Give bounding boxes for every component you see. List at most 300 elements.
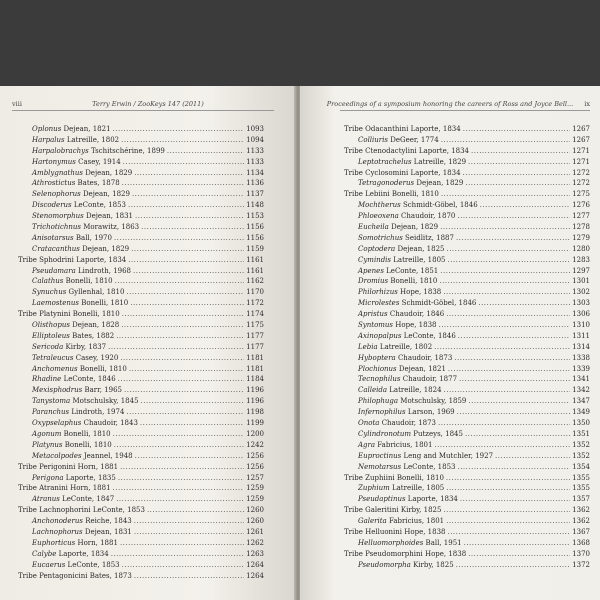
toc-genus-entry [18, 320, 264, 331]
toc-entry-title [358, 178, 463, 189]
toc-entry-author: LeConte, 1846 [63, 375, 116, 384]
toc-page-number: 1302 [572, 288, 590, 297]
toc-entry-title [358, 200, 478, 211]
toc-genus-name: Dromius [358, 277, 389, 286]
toc-entry-title [32, 276, 113, 287]
toc-page-number: 1277 [572, 212, 590, 221]
toc-genus-name: Colliuris [358, 135, 388, 144]
toc-entry-title [32, 451, 133, 462]
toc-genus-name: Pseudaptinus [358, 495, 406, 504]
toc-page-number: 1342 [572, 386, 590, 395]
toc-page-number: 1276 [572, 201, 590, 210]
toc-genus-entry [18, 353, 264, 364]
toc-entry-author: Tribe Platynini Bonelli, 1810 [18, 310, 120, 319]
toc-entry-title [18, 255, 126, 266]
toc-page-number: 1137 [246, 190, 264, 199]
toc-page-number: 1198 [246, 408, 264, 417]
toc-dot-leader [444, 385, 570, 396]
toc-genus-entry [18, 298, 264, 309]
toc-page-number: 1357 [572, 495, 590, 504]
toc-entry-title [358, 342, 432, 353]
toc-entry-title [344, 527, 445, 538]
toc-genus-name: Lachnophorus [32, 527, 83, 536]
toc-page-number: 1260 [246, 506, 264, 515]
toc-dot-leader [457, 407, 570, 418]
toc-dot-leader [128, 200, 244, 211]
toc-entry-author: Bonelli, 1810 [65, 277, 113, 286]
toc-genus-entry [344, 255, 590, 266]
toc-genus-entry [18, 538, 264, 549]
toc-page-number: 1278 [572, 223, 590, 232]
toc-dot-leader [434, 342, 570, 353]
toc-dot-leader [441, 135, 570, 146]
toc-entry-title [358, 211, 455, 222]
toc-entry-author: Dejean, 1825 [397, 244, 445, 253]
toc-dot-leader [135, 451, 244, 462]
toc-entry-author: LeConte, 1846 [403, 331, 456, 340]
toc-genus-name: Euphorticus [32, 538, 76, 547]
toc-entry-author: Tribe Ctenodactylini Laporte, 1834 [344, 146, 470, 155]
toc-genus-entry [344, 244, 590, 255]
toc-entry-author: Casey, 1920 [75, 353, 119, 362]
toc-dot-leader [448, 255, 571, 266]
toc-genus-name: Cratacanthus [32, 244, 80, 253]
toc-dot-leader [108, 342, 244, 353]
toc-entry-author: Kirby, 1825 [413, 560, 454, 569]
toc-genus-name: Oxypselaphus [32, 419, 82, 428]
toc-entry-author: Latreille, 1802 [379, 342, 433, 351]
toc-dot-leader [440, 222, 570, 233]
toc-entry-title [358, 560, 454, 571]
toc-tribe-entry [18, 309, 264, 320]
toc-page-number: 1349 [572, 408, 590, 417]
toc-dot-leader [440, 266, 570, 277]
toc-entry-author: Laporte, 1835 [65, 473, 116, 482]
toc-genus-name: Rhadine [32, 375, 62, 384]
toc-genus-entry [18, 189, 264, 200]
toc-entry-title [32, 222, 139, 233]
toc-entry-author: Tribe Sphodrini Laporte, 1834 [18, 255, 127, 264]
toc-dot-leader [446, 516, 570, 527]
toc-page-number: 1242 [246, 440, 264, 449]
toc-page-number: 1257 [246, 473, 264, 482]
toc-genus-entry [18, 200, 264, 211]
toc-genus-entry [18, 451, 264, 462]
toc-entry-author: Dejean, 1829 [85, 168, 133, 177]
toc-page-number: 1271 [572, 146, 590, 155]
toc-entry-title [32, 146, 165, 157]
toc-page-number: 1148 [246, 201, 264, 210]
toc-dot-leader [140, 418, 244, 429]
toc-page-number: 1156 [246, 233, 264, 242]
toc-entry-title [358, 374, 457, 385]
toc-tribe-entry [344, 168, 590, 179]
toc-entry-title [32, 189, 130, 200]
toc-genus-entry [344, 483, 590, 494]
toc-dot-leader [468, 549, 570, 560]
toc-dot-leader [118, 473, 244, 484]
toc-dot-leader [114, 233, 244, 244]
toc-dot-leader [463, 168, 570, 179]
toc-genus-name: Metacolpodes [32, 451, 82, 460]
toc-entry-title [358, 494, 458, 505]
toc-genus-name: Philorhizus [358, 288, 398, 297]
toc-page-number: 1350 [572, 419, 590, 428]
toc-page-number: 1314 [572, 342, 590, 351]
toc-entry-title [358, 222, 438, 233]
toc-genus-name: Tecnophilus [358, 375, 401, 384]
toc-genus-name: Calleida [358, 386, 388, 395]
toc-page-number: 1275 [572, 190, 590, 199]
toc-entry-author: Bonelli, 1810 [390, 277, 438, 286]
toc-entry-title [358, 298, 476, 309]
toc-page-number: 1175 [246, 321, 264, 330]
toc-entry-title [32, 418, 138, 429]
toc-dot-leader [457, 211, 570, 222]
toc-entry-title [32, 266, 131, 277]
toc-dot-leader [134, 168, 244, 179]
toc-genus-entry [344, 440, 590, 451]
toc-entry-author: Tribe Odacanthini Laporte, 1834 [344, 125, 461, 133]
left-header-rule [12, 110, 274, 111]
toc-entry-title [32, 494, 114, 505]
toc-genus-entry [18, 233, 264, 244]
toc-genus-entry [344, 298, 590, 309]
toc-entry-title [358, 364, 446, 375]
toc-dot-leader [465, 429, 570, 440]
toc-tribe-entry [344, 549, 590, 560]
toc-tribe-entry [18, 571, 264, 582]
toc-page-number: 1184 [246, 375, 264, 384]
toc-genus-entry [344, 374, 590, 385]
toc-genus-entry [344, 516, 590, 527]
toc-genus-entry [18, 124, 264, 135]
toc-tribe-entry [344, 527, 590, 538]
left-page-number: viii [12, 100, 22, 108]
toc-dot-leader [131, 244, 244, 255]
toc-genus-name: Athrostictus [32, 179, 76, 188]
toc-genus-name: Sericoda [32, 342, 64, 351]
toc-genus-entry [344, 309, 590, 320]
toc-dot-leader [456, 233, 570, 244]
toc-dot-leader [460, 494, 570, 505]
toc-entry-author: Tribe Pseudomorphini Hope, 1838 [344, 549, 467, 558]
toc-genus-entry [344, 396, 590, 407]
toc-dot-leader [133, 266, 244, 277]
toc-dot-leader [113, 429, 244, 440]
toc-entry-author: Dejean, 1831 [84, 527, 132, 536]
toc-page-number: 1351 [572, 429, 590, 438]
toc-entry-author: LeConte, 1853 [67, 560, 120, 569]
toc-page-number: 1367 [572, 527, 590, 536]
toc-entry-author: Lindroth, 1974 [71, 408, 125, 417]
toc-entry-title [358, 157, 466, 168]
toc-page-number: 1263 [246, 549, 264, 558]
left-toc-list [18, 124, 264, 581]
toc-entry-author: Dejean, 1828 [72, 321, 120, 330]
toc-tribe-entry [18, 462, 264, 473]
toc-genus-name: Apristus [358, 310, 388, 319]
toc-genus-entry [18, 440, 264, 451]
toc-entry-author: Chaudoir, 1846 [389, 310, 445, 319]
toc-dot-leader [167, 146, 244, 157]
toc-page-number: 1159 [246, 244, 264, 253]
toc-page-number: 1256 [246, 451, 264, 460]
toc-entry-title [358, 255, 446, 266]
toc-entry-author: Bonelli, 1810 [63, 429, 111, 438]
toc-dot-leader [439, 276, 570, 287]
toc-dot-leader [114, 440, 244, 451]
toc-entry-author: Reiche, 1843 [85, 517, 132, 526]
toc-genus-entry [344, 266, 590, 277]
toc-genus-name: Olisthopus [32, 321, 70, 330]
toc-dot-leader [113, 483, 244, 494]
toc-page-number: 1161 [246, 266, 264, 275]
toc-entry-author: Hope, 1838 [395, 321, 437, 330]
toc-page-number: 1093 [246, 125, 264, 133]
left-running-head: Terry Erwin / ZooKeys 147 (2011) [92, 100, 204, 108]
toc-page-number: 1133 [246, 146, 264, 155]
toc-genus-name: Lebia [358, 342, 378, 351]
toc-genus-name: Philophuga [358, 397, 399, 406]
toc-entry-title [358, 233, 454, 244]
toc-page-number: 1181 [246, 364, 264, 373]
toc-entry-title [32, 298, 128, 309]
toc-dot-leader [134, 527, 244, 538]
toc-dot-leader [132, 189, 244, 200]
toc-genus-name: Tetraleucus [32, 353, 74, 362]
toc-entry-title [32, 211, 133, 222]
toc-genus-name: Apenes [358, 266, 384, 275]
toc-entry-title [358, 407, 455, 418]
toc-entry-title [32, 440, 112, 451]
toc-entry-author: Dejean, 1829 [82, 244, 130, 253]
toc-page-number: 1094 [246, 135, 264, 144]
toc-genus-entry [344, 385, 590, 396]
toc-genus-name: Platynus [32, 440, 63, 449]
toc-dot-leader [438, 418, 570, 429]
toc-dot-leader [465, 178, 570, 189]
toc-dot-leader [443, 505, 570, 516]
toc-page-number: 1362 [572, 506, 590, 515]
toc-dot-leader [116, 494, 244, 505]
toc-entry-title [18, 462, 118, 473]
toc-entry-author: Chaudoir, 1870 [401, 212, 456, 221]
toc-genus-entry [18, 331, 264, 342]
right-running-head: Proceedings of a symposium honoring the careers of Ross and Joyce Bell... [326, 100, 574, 108]
toc-genus-entry [344, 222, 590, 233]
toc-dot-leader [120, 353, 244, 364]
toc-entry-author: Dejean, 1829 [391, 223, 439, 232]
toc-genus-name: Phloeoxena [358, 212, 399, 221]
toc-entry-author: Horn, 1881 [77, 538, 118, 547]
toc-dot-leader [115, 276, 244, 287]
toc-entry-author: Casey, 1914 [78, 157, 121, 166]
toc-dot-leader [434, 440, 570, 451]
toc-entry-author: Latreille, 1805 [391, 484, 445, 493]
toc-genus-name: Hartonymus [32, 157, 76, 166]
toc-entry-title [32, 168, 132, 179]
toc-entry-title [32, 135, 119, 146]
toc-entry-title [358, 396, 466, 407]
left-running-header [0, 100, 296, 114]
toc-dot-leader [120, 538, 244, 549]
toc-entry-author: Chaudoir, 1843 [83, 419, 138, 428]
toc-page-number: 1133 [246, 157, 264, 166]
toc-page-number: 1172 [246, 299, 264, 308]
toc-entry-author: Larson, 1969 [407, 408, 455, 417]
toc-entry-title [32, 538, 118, 549]
toc-genus-name: Synuchus [32, 288, 67, 297]
toc-entry-author: Tribe Perigonini Horn, 1881 [18, 462, 119, 471]
toc-entry-author: Bates, 1878 [77, 179, 120, 188]
toc-dot-leader [123, 157, 244, 168]
toc-genus-name: Tanystoma [32, 397, 71, 406]
toc-dot-leader [128, 255, 244, 266]
toc-entry-title [358, 320, 436, 331]
toc-page-number: 1354 [572, 462, 590, 471]
toc-genus-entry [18, 276, 264, 287]
toc-genus-entry [18, 549, 264, 560]
toc-dot-leader [446, 309, 570, 320]
toc-entry-author: Tschitschérine, 1899 [90, 146, 165, 155]
toc-page-number: 1372 [572, 560, 590, 569]
toc-dot-leader [118, 374, 244, 385]
toc-page-number: 1196 [246, 386, 264, 395]
toc-genus-name: Mexisphodrus [32, 386, 83, 395]
toc-page-number: 1362 [572, 517, 590, 526]
toc-entry-title [32, 364, 127, 375]
toc-genus-entry [344, 135, 590, 146]
toc-genus-name: Onota [358, 419, 380, 428]
toc-dot-leader [447, 527, 570, 538]
toc-genus-name: Anchonoderus [32, 517, 83, 526]
toc-entry-author: Tribe Helluonini Hope, 1838 [344, 527, 446, 536]
toc-page-number: 1267 [572, 135, 590, 144]
toc-genus-name: Harpalobrachys [32, 146, 89, 155]
toc-entry-title [32, 342, 106, 353]
toc-genus-name: Agra [358, 440, 376, 449]
toc-entry-author: Motschulsky, 1845 [72, 397, 139, 406]
toc-entry-author: Ball, 1970 [75, 233, 112, 242]
toc-dot-leader [134, 571, 244, 582]
toc-entry-author: Tribe Zuphiini Bonelli, 1810 [344, 473, 444, 482]
toc-genus-entry [344, 494, 590, 505]
toc-page-number: 1301 [572, 277, 590, 286]
toc-genus-name: Helluomorphoides [358, 538, 424, 547]
toc-genus-name: Syntomus [358, 321, 394, 330]
toc-page-number: 1339 [572, 364, 590, 373]
toc-entry-title [18, 505, 145, 516]
toc-page-number: 1341 [572, 375, 590, 384]
toc-page-number: 1161 [246, 255, 264, 264]
toc-genus-name: Calathus [32, 277, 64, 286]
toc-genus-name: Eucaerus [32, 560, 66, 569]
toc-entry-title [32, 549, 109, 560]
toc-entry-author: Morawitz, 1863 [83, 223, 140, 232]
toc-entry-author: Bonelli, 1810 [81, 299, 129, 308]
toc-entry-title [344, 146, 469, 157]
toc-dot-leader [438, 320, 570, 331]
toc-entry-author: Chaudoir, 1873 [397, 353, 453, 362]
toc-genus-entry [344, 451, 590, 462]
toc-entry-author: Bonelli, 1810 [79, 364, 127, 373]
toc-genus-name: Stenomorphus [32, 212, 84, 221]
toc-genus-name: Pseudomorpha [358, 560, 411, 569]
toc-page-number: 1368 [572, 538, 590, 547]
left-page [0, 86, 296, 600]
toc-entry-title [358, 483, 444, 494]
toc-page-number: 1196 [246, 397, 264, 406]
toc-page-number: 1136 [246, 179, 264, 188]
toc-genus-entry [18, 222, 264, 233]
toc-entry-title [358, 309, 444, 320]
toc-entry-author: LeConte, 1853 [73, 201, 126, 210]
toc-entry-author: Schmidt-Göbel, 1846 [402, 201, 478, 210]
toc-entry-author: Hope, 1838 [400, 288, 442, 297]
toc-genus-name: Leptotrachelus [358, 157, 412, 166]
toc-page-number: 1262 [246, 538, 264, 547]
toc-entry-title [32, 244, 129, 255]
toc-page-number: 1174 [246, 310, 264, 319]
toc-genus-entry [344, 331, 590, 342]
toc-genus-entry [18, 244, 264, 255]
toc-dot-leader [471, 146, 570, 157]
toc-dot-leader [457, 462, 570, 473]
toc-page-number: 1177 [246, 331, 264, 340]
toc-entry-author: Gyllenhal, 1810 [68, 288, 125, 297]
toc-genus-name: Selenophorus [32, 190, 81, 199]
toc-dot-leader [495, 451, 570, 462]
toc-dot-leader [130, 298, 244, 309]
toc-genus-entry [344, 429, 590, 440]
toc-entry-author: Jeannel, 1948 [83, 451, 133, 460]
toc-entry-author: Dejean, 1831 [86, 212, 134, 221]
toc-genus-entry [18, 407, 264, 418]
toc-tribe-entry [344, 505, 590, 516]
toc-entry-title [18, 571, 132, 582]
toc-dot-leader [446, 483, 570, 494]
toc-dot-leader [480, 200, 570, 211]
toc-genus-name: Infernophilus [358, 408, 406, 417]
toc-dot-leader [478, 298, 570, 309]
toc-tribe-entry [18, 505, 264, 516]
toc-entry-title [344, 124, 461, 135]
toc-entry-title [32, 429, 111, 440]
toc-entry-title [32, 385, 122, 396]
toc-genus-name: Laemostenus [32, 299, 79, 308]
toc-genus-name: Harpalus [32, 135, 65, 144]
toc-dot-leader [122, 560, 244, 571]
toc-entry-title [358, 538, 462, 549]
toc-entry-title [344, 505, 441, 516]
toc-entry-title [32, 407, 124, 418]
toc-entry-title [344, 473, 444, 484]
toc-entry-author: Kirby, 1837 [65, 342, 107, 351]
toc-entry-author: Schmidt-Göbel, 1846 [401, 299, 477, 308]
toc-genus-name: Oplonus [32, 125, 62, 133]
toc-dot-leader [126, 287, 244, 298]
toc-dot-leader [464, 538, 570, 549]
toc-genus-entry [18, 418, 264, 429]
toc-entry-author: Dejean, 1829 [82, 190, 130, 199]
toc-entry-title [32, 233, 112, 244]
toc-entry-title [344, 189, 439, 200]
toc-tribe-entry [18, 483, 264, 494]
toc-genus-name: Coptodera [358, 244, 396, 253]
toc-entry-author: Latreille, 1824 [389, 386, 442, 395]
toc-page-number: 1352 [572, 440, 590, 449]
